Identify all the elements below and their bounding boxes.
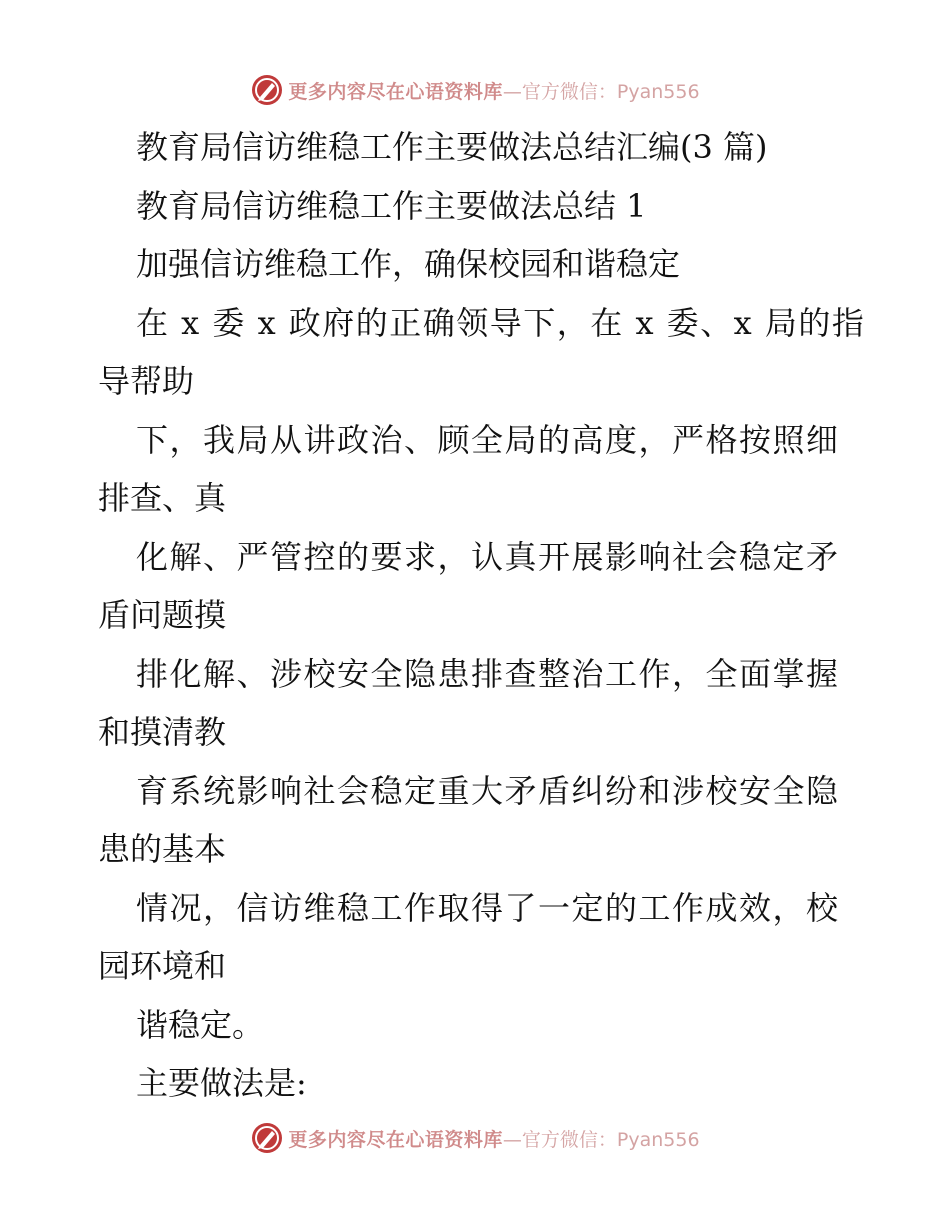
watermark-sub-text: —官方微信：Pyan556 [502,80,700,103]
brand-logo-icon [250,1121,284,1155]
brand-logo-icon [250,73,284,107]
paragraph-line: 主要做法是: [136,1064,307,1102]
paragraph-line: 下，我局从讲政治、顾全局的高度，严格按照细 [136,420,840,459]
watermark-main-text: 更多内容尽在心语资料库 [288,1128,503,1151]
paragraph-line: 和摸清教 [98,713,227,751]
paragraph-line: 盾问题摸 [98,596,227,634]
header-watermark [0,70,950,110]
paragraph-line: 化解、严管控的要求，认真开展影响社会稳定矛 [136,537,840,576]
watermark-main-text: 更多内容尽在心语资料库 [288,80,503,103]
doc-title: 教育局信访维稳工作主要做法总结汇编(3 篇) [136,128,768,166]
section-title: 教育局信访维稳工作主要做法总结 1 [136,186,647,225]
paragraph-line: 园环境和 [98,947,227,985]
paragraph-line: 导帮助 [98,362,195,400]
paragraph-line: 排化解、涉校安全隐患排查整治工作，全面掌握 [136,654,840,693]
watermark-sub-text: —官方微信：Pyan556 [502,1128,700,1151]
paragraph-line: 在 x 委 x 政府的正确领导下，在 x 委、x 局的指 [136,303,866,342]
section-subtitle: 加强信访维稳工作，确保校园和谐稳定 [136,245,681,283]
paragraph-line: 排查、真 [98,479,227,517]
paragraph-line: 谐稳定。 [136,1005,265,1044]
document-body [98,118,866,1113]
footer-watermark [0,1118,950,1158]
paragraph-line: 情况，信访维稳工作取得了一定的工作成效，校 [136,888,840,927]
paragraph-line: 育系统影响社会稳定重大矛盾纠纷和涉校安全隐 [136,771,840,810]
paragraph-line: 患的基本 [98,830,227,868]
